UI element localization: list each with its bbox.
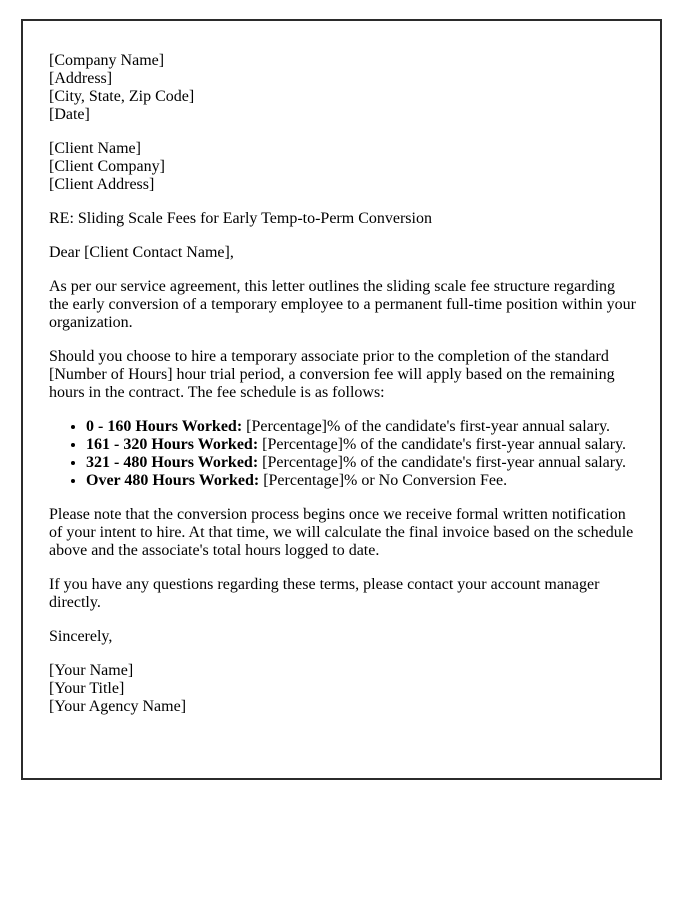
fee-tier-item — [86, 418, 637, 436]
fee-tier-description: [Percentage]% of the candidate's first-year annual salary. — [258, 436, 627, 453]
recipient-company: [Client Company] — [49, 158, 165, 175]
sender-block — [49, 52, 637, 124]
fee-tier-range: 321 - 480 Hours Worked: — [86, 454, 259, 471]
recipient-name: [Client Name] — [49, 140, 141, 157]
recipient-address: [Client Address] — [49, 176, 155, 193]
sender-city-state-zip: [City, State, Zip Code] — [49, 88, 195, 105]
fee-tier-range: 0 - 160 Hours Worked: — [86, 418, 243, 435]
fee-schedule-list — [49, 418, 637, 490]
closing: Sincerely, — [49, 628, 113, 645]
salutation: Dear [Client Contact Name], — [49, 244, 234, 261]
fee-tier-description: [Percentage]% or No Conversion Fee. — [259, 472, 508, 489]
fee-tier-range: 161 - 320 Hours Worked: — [86, 436, 259, 453]
signature-agency: [Your Agency Name] — [49, 698, 187, 715]
fee-tier-item — [86, 472, 637, 490]
paragraph-intro: As per our service agreement, this letter outlines the sliding scale fee structure regarding the early conversion of a temporary employee to a permanent full-time position within your organization. — [49, 278, 636, 331]
signature-block — [49, 662, 637, 716]
fee-tier-range: Over 480 Hours Worked: — [86, 472, 260, 489]
fee-tier-description: [Percentage]% of the candidate's first-year annual salary. — [242, 418, 611, 435]
letter-page — [21, 19, 662, 780]
sender-company: [Company Name] — [49, 52, 165, 69]
paragraph-conversion-process: Please note that the conversion process begins once we receive formal written notification of your intent to hire. At that time, we will calculate the final invoice based on the schedule above and the associate's total hours logged to date. — [49, 506, 634, 559]
paragraph-questions: If you have any questions regarding these terms, please contact your account manager directly. — [49, 576, 600, 611]
fee-tier-description: [Percentage]% of the candidate's first-year annual salary. — [258, 454, 627, 471]
fee-tier-item — [86, 436, 637, 454]
recipient-block — [49, 140, 637, 194]
sender-address: [Address] — [49, 70, 113, 87]
signature-title: [Your Title] — [49, 680, 125, 697]
fee-tier-item — [86, 454, 637, 472]
subject-line: RE: Sliding Scale Fees for Early Temp-to-Perm Conversion — [49, 210, 432, 227]
signature-name: [Your Name] — [49, 662, 134, 679]
letter-date: [Date] — [49, 106, 90, 123]
paragraph-fee-schedule-intro: Should you choose to hire a temporary associate prior to the completion of the standard [Number of Hours] hour trial period, a conversion fee will apply based on the remaining hours in the contract. The fee schedule is as follows: — [49, 348, 615, 401]
